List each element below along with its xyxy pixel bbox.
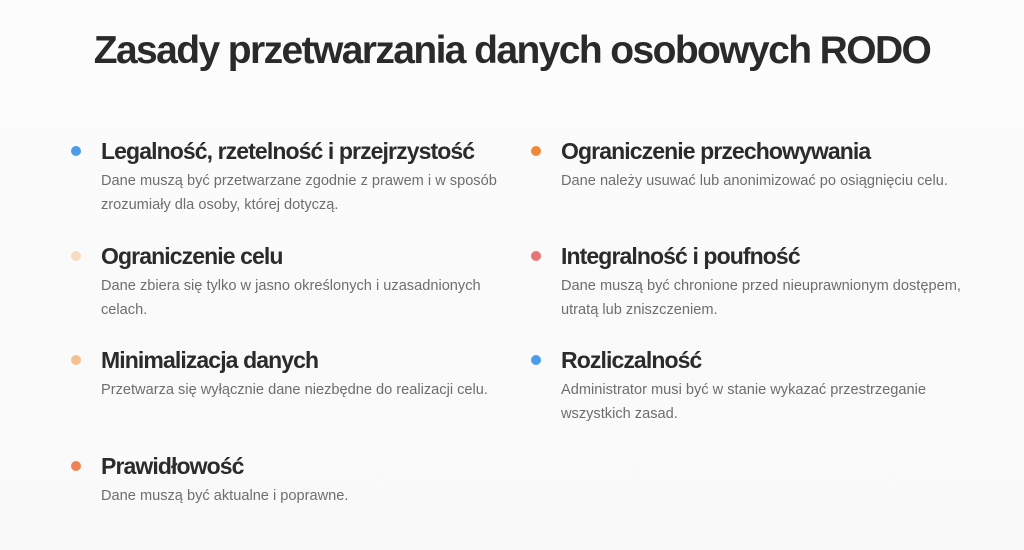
principle-description: Dane muszą być aktualne i poprawne. xyxy=(101,488,349,504)
principle-description: Przetwarza się wyłącznie dane niezbędne do realizacji celu. xyxy=(101,382,488,398)
principle-title: Prawidłowość xyxy=(101,453,244,479)
slide-title: Zasady przetwarzania danych osobowych RODO xyxy=(93,29,931,72)
principle-title: Integralność i poufność xyxy=(561,243,800,269)
principle-description: Administrator musi być w stanie wykazać przestrzeganie wszystkich zasad. xyxy=(561,382,926,422)
bullet-dot-icon xyxy=(71,461,81,471)
principle-title: Ograniczenie przechowywania xyxy=(561,138,871,164)
principle-title: Legalność, rzetelność i przejrzystość xyxy=(101,138,475,164)
bullet-dot-icon xyxy=(71,146,81,156)
bullet-dot-icon xyxy=(531,251,541,261)
principle-title: Ograniczenie celu xyxy=(101,243,283,269)
bullet-dot-icon xyxy=(531,146,541,156)
principle-description: Dane zbiera się tylko w jasno określonych i uzasadnionych celach. xyxy=(101,278,481,318)
bullet-dot-icon xyxy=(71,355,81,365)
principle-title: Minimalizacja danych xyxy=(101,347,319,373)
bullet-dot-icon xyxy=(531,355,541,365)
principle-title: Rozliczalność xyxy=(561,347,702,373)
principle-description: Dane muszą być chronione przed nieuprawnionym dostępem, utratą lub zniszczeniem. xyxy=(561,278,961,318)
bullet-dot-icon xyxy=(71,251,81,261)
principle-description: Dane należy usuwać lub anonimizować po osiągnięciu celu. xyxy=(561,173,948,189)
principle-description: Dane muszą być przetwarzane zgodnie z prawem i w sposób zrozumiały dla osoby, której dotyczą. xyxy=(101,173,497,213)
